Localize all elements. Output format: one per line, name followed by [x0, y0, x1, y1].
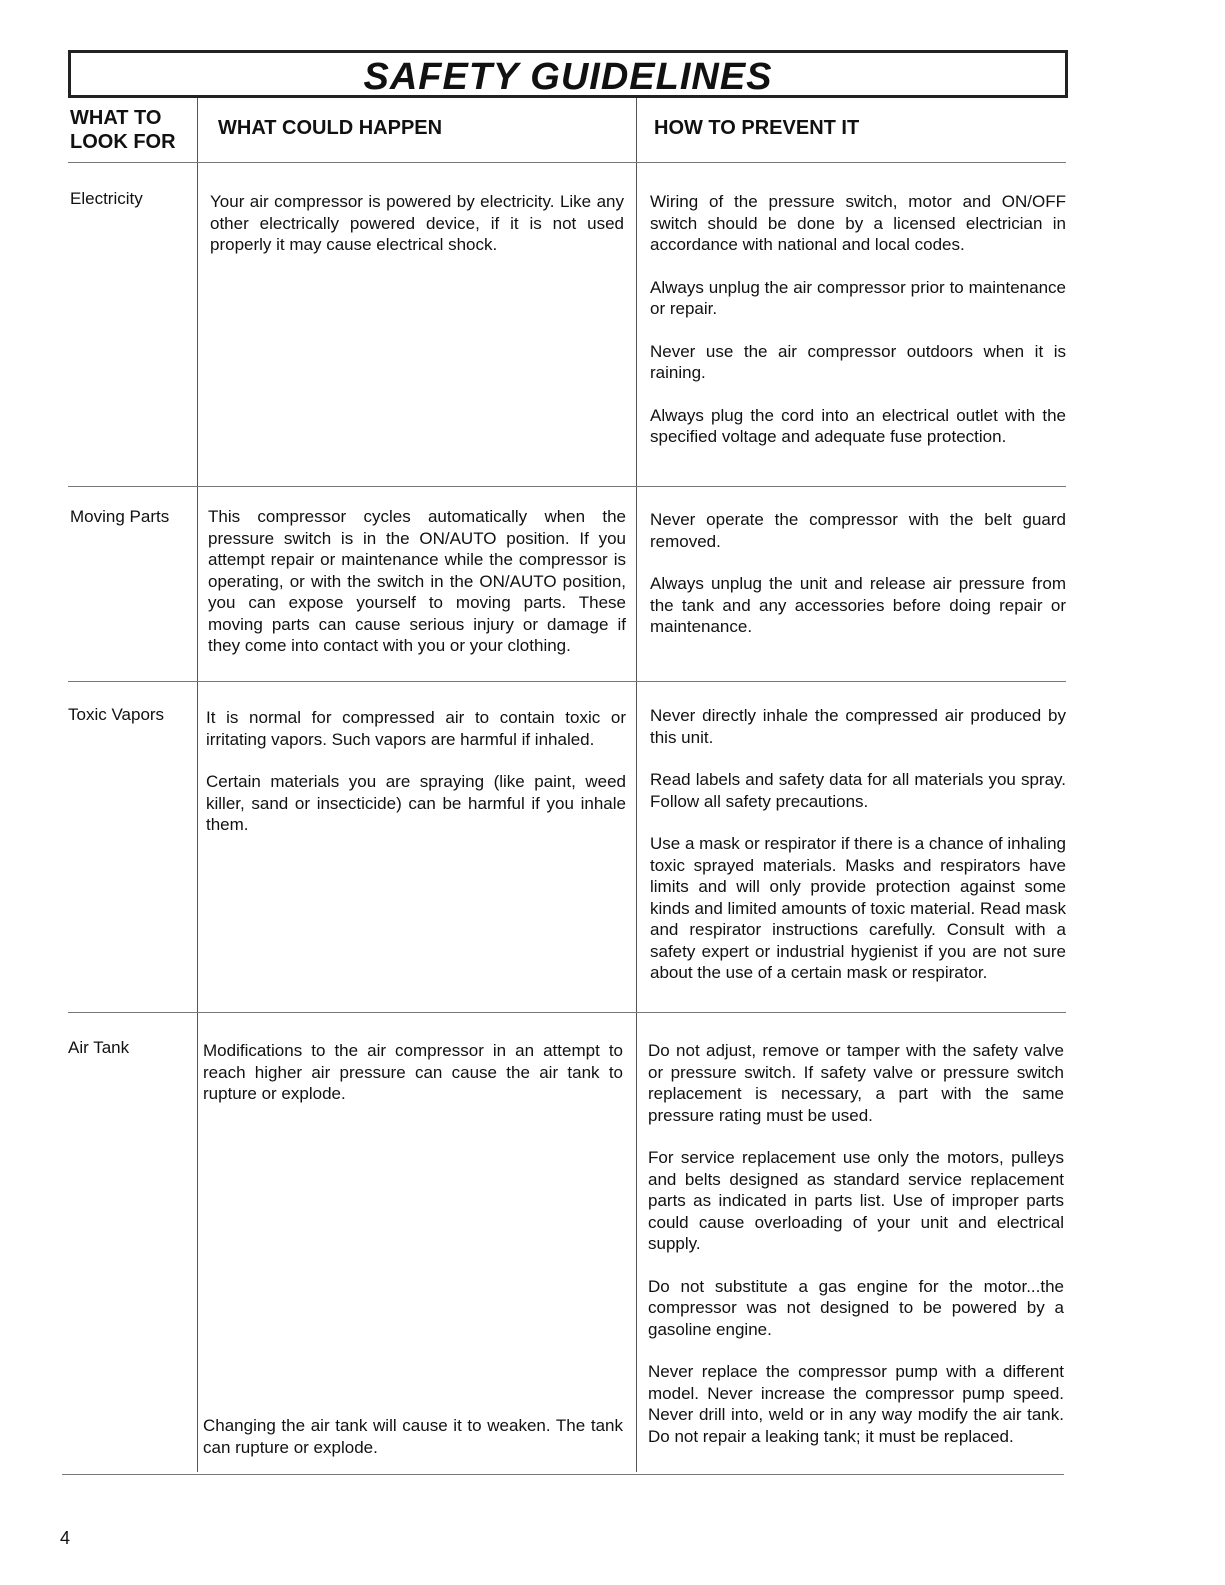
- happen-air-tank-modifications: [203, 1040, 623, 1126]
- prevent-paragraph: Always unplug the air compressor prior to maintenance or repair.: [650, 277, 1066, 318]
- prevent-paragraph: Always unplug the unit and release air pressure from the tank and any accessories before doing repair or maintenance.: [650, 574, 1066, 636]
- row-separator: [68, 1012, 1066, 1013]
- page-title: SAFETY GUIDELINES: [363, 56, 773, 98]
- prevent-paragraph: For service replacement use only the motors, pulleys and belts designed as standard service replacement parts as indicated in parts list. Use of improper parts could cause overloading of your unit and electrical supply.: [648, 1148, 1064, 1253]
- header-how-to-prevent: HOW TO PREVENT IT: [654, 117, 860, 139]
- category-toxic-vapors: Toxic Vapors: [68, 705, 165, 724]
- happen-paragraph: Modifications to the air compressor in an attempt to reach higher air pressure can cause the air tank to rupture or explode.: [203, 1041, 623, 1103]
- row-separator: [68, 486, 1066, 487]
- happen-paragraph: Certain materials you are spraying (like paint, weed killer, sand or insecticide) can be harmful if you inhale them.: [206, 772, 626, 834]
- prevent-paragraph: Always plug the cord into an electrical outlet with the specified voltage and adequate fuse protection.: [650, 405, 1066, 446]
- title-box: [68, 50, 1068, 98]
- happen-paragraph: Changing the air tank will cause it to weaken. The tank can rupture or explode.: [203, 1416, 623, 1457]
- category-electricity: Electricity: [70, 189, 143, 208]
- prevent-paragraph: Never replace the compressor pump with a different model. Never increase the compressor pump speed. Never drill into, weld or in any way modify the air tank. Do not repair a leaking tank; it must be replaced.: [648, 1362, 1064, 1446]
- row-separator: [68, 162, 1066, 163]
- happen-paragraph: It is normal for compressed air to contain toxic or irritating vapors. Such vapors are harmful if inhaled.: [206, 708, 626, 749]
- prevent-paragraph: Never use the air compressor outdoors when it is raining.: [650, 341, 1066, 382]
- column-divider-left: [197, 98, 198, 1472]
- prevent-paragraph: Do not adjust, remove or tamper with the safety valve or pressure switch. If safety valve or pressure switch replacement is necessary, a part with the same pressure rating must be used.: [648, 1041, 1064, 1125]
- prevent-toxic-vapors: [650, 705, 1066, 1005]
- prevent-paragraph: Never directly inhale the compressed air produced by this unit.: [650, 706, 1066, 747]
- prevent-paragraph: Do not substitute a gas engine for the motor...the compressor was not designed to be powered by a gasoline engine.: [648, 1276, 1064, 1339]
- happen-paragraph: Your air compressor is powered by electricity. Like any other electrically powered device, if it is not used properly it may cause electrical shock.: [210, 192, 624, 254]
- happen-electricity: [210, 191, 624, 277]
- column-divider-right: [636, 98, 637, 1472]
- happen-moving-parts: [208, 506, 626, 678]
- category-air-tank: Air Tank: [68, 1038, 130, 1057]
- prevent-paragraph: Use a mask or respirator if there is a chance of inhaling toxic sprayed materials. Masks and respirators have limits and will only provide protection against some kinds and limited amounts of toxic material. Read mask and respirator instructions carefully. Consult with a safety expert or industrial hygienist if you are not sure about the use of a certain mask or respirator.: [650, 834, 1066, 982]
- happen-paragraph: This compressor cycles automatically when the pressure switch is in the ON/AUTO position. If you attempt repair or maintenance while the compressor is operating, or with the switch in the ON/AUTO position, you can expose yourself to moving parts. These moving parts can cause serious injury or damage if they come into contact with you or your clothing.: [208, 507, 626, 655]
- prevent-paragraph: Read labels and safety data for all materials you spray. Follow all safety precautions.: [650, 770, 1066, 811]
- prevent-moving-parts: [650, 509, 1066, 659]
- happen-air-tank-changing: [203, 1415, 623, 1479]
- prevent-electricity: [650, 191, 1066, 469]
- prevent-paragraph: Wiring of the pressure switch, motor and ON/OFF switch should be done by a licensed electrician in accordance with national and local codes.: [650, 192, 1066, 254]
- happen-toxic-vapors: [206, 707, 626, 857]
- page-number: 4: [60, 1528, 71, 1548]
- row-separator: [68, 681, 1066, 682]
- category-moving-parts: Moving Parts: [70, 507, 170, 526]
- prevent-air-tank: [648, 1040, 1064, 1468]
- header-what-to-look-for: WHAT TO LOOK FOR: [70, 107, 176, 153]
- header-what-could-happen: WHAT COULD HAPPEN: [218, 117, 443, 139]
- prevent-paragraph: Never operate the compressor with the belt guard removed.: [650, 510, 1066, 551]
